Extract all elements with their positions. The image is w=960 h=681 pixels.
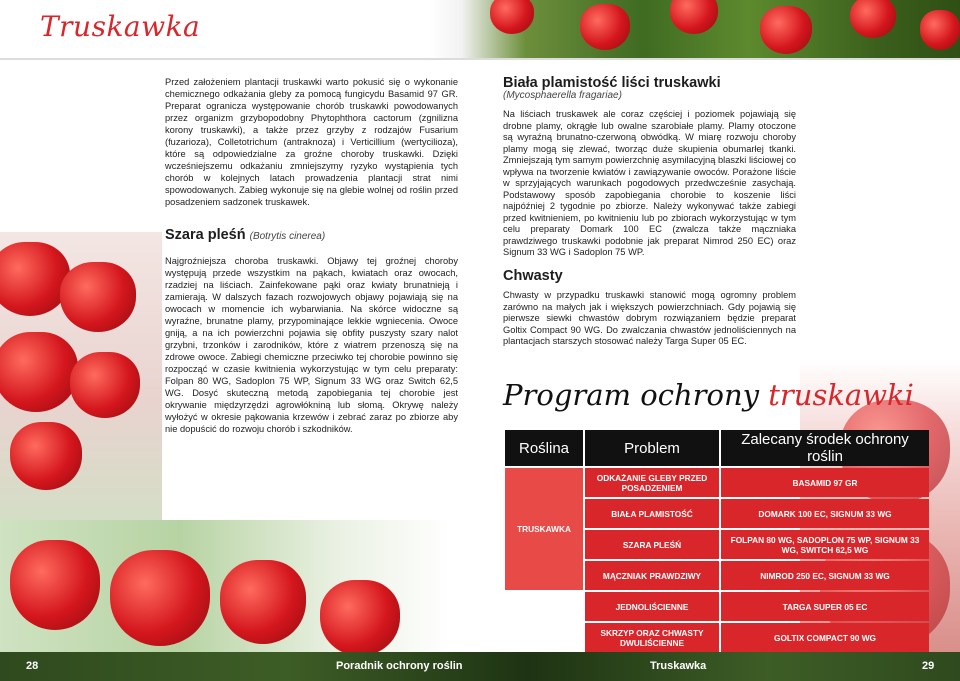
header-divider <box>0 58 960 60</box>
protection-program-table <box>503 428 931 654</box>
weeds-paragraph: Chwasty w przypadku truskawki stanowić mogą ogromny problem zarówno na małych jak i większych powierzchniach. Gdy pojawią się pierwsze siewki chwastów dobrym rozwiązaniem będzie preparat Goltix Compact 90 WG. Do zwalczania chwastów jednoliściennych na plantacjach starszych stosować należy Targa Super 05 EC. <box>503 290 796 346</box>
strawberry-shape <box>490 0 534 34</box>
strawberry-shape <box>10 422 82 490</box>
program-title-accent: truskawki <box>768 378 914 412</box>
product-cell: NIMROD 250 EC, SIGNUM 33 WG <box>721 561 929 590</box>
publication-name: Poradnik ochrony roślin <box>336 660 463 672</box>
strawberry-shape <box>110 550 210 646</box>
section-heading-weeds: Chwasty <box>503 267 563 284</box>
section-latin-name: (Mycosphaerella fragariae) <box>503 89 622 101</box>
strawberry-header-photo <box>430 0 960 58</box>
table-header-row <box>505 430 929 466</box>
strawberry-shape <box>760 6 812 54</box>
grey-mould-paragraph: Najgroźniejsza choroba truskawki. Objawy tej groźnej choroby występują przede wszystkim na pąkach, kwiatach oraz owocach, rzadziej na liściach. Zainfekowane pąki oraz kwiaty brunatnieją i zamierają. W dalszych fazach rozwojowych objawy pojawiają się na owocach w momencie ich wybarwiania. Na skórce widoczne są wyraźne, brunatne plamy, przypominające lekkie wgniecenia. Owoce gniją, a na ich powierzchni pojawia się obfity puszysty szary nalot grzybni, trzonków i zarodników, które z wiatrem przenoszą się na zdrowe owoce. Zabiegi chemiczne przeciwko tej chorobie powinno się rozpocząć w czasie kwitnienia wykorzystując w tym celu preparaty: Folpan 80 WG, Sadoplon 75 WP, Signum 33 WG oraz Switch 62,5 WG. Dosyć skuteczną metodą zapobiegania tej chorobie jest okrywanie międzyrzędzi agrowłókniną lub słomą. Okrywę należy wyłożyć w okresie pąkowania krzewów i zebrać zaraz po zbiorze aby nie dopuścić do rozwoju chorób i szkodników. <box>165 255 458 435</box>
strawberry-shape <box>320 580 400 652</box>
section-title: Szara pleśń <box>165 226 246 243</box>
page-title: Truskawka <box>40 10 201 43</box>
section-latin-name: (Botrytis cinerea) <box>249 230 326 242</box>
product-cell: GOLTIX COMPACT 90 WG <box>721 623 929 652</box>
table-row <box>505 623 929 652</box>
problem-cell: JEDNOLIŚCIENNE <box>585 592 719 621</box>
column-header-problem: Problem <box>585 430 719 466</box>
program-title-main: Program ochrony <box>503 378 760 412</box>
left-text-column <box>165 76 458 435</box>
problem-cell: SKRZYP ORAZ CHWASTY DWULIŚCIENNE <box>585 623 719 652</box>
program-title <box>503 378 914 412</box>
strawberry-shape <box>580 4 630 50</box>
page-footer <box>0 652 960 681</box>
strawberry-shape <box>60 262 136 332</box>
strawberry-shape <box>10 540 100 630</box>
table-row <box>505 468 929 497</box>
product-cell: FOLPAN 80 WG, SADOPLON 75 WP, SIGNUM 33 WG, SWITCH 62,5 WG <box>721 530 929 559</box>
product-cell: BASAMID 97 GR <box>721 468 929 497</box>
strawberry-shape <box>0 242 70 316</box>
empty-cell <box>505 623 583 652</box>
empty-cell <box>505 592 583 621</box>
strawberry-shape <box>0 332 78 412</box>
section-heading-grey-mould <box>165 226 458 243</box>
column-header-plant: Roślina <box>505 430 583 466</box>
page-number-left: 28 <box>26 660 39 672</box>
section-name: Truskawka <box>650 660 707 672</box>
strawberry-shape <box>670 0 718 34</box>
right-text-column <box>503 75 796 348</box>
plant-cell: TRUSKAWKA <box>505 468 583 590</box>
section-heading-white-spot: Biała plamistość liści truskawki <box>503 75 721 91</box>
problem-cell: MĄCZNIAK PRAWDZIWY <box>585 561 719 590</box>
white-spot-paragraph: Na liściach truskawek ale coraz częściej i poziomek pojawiają się drobne plamy, okrągłe lub owalne szarobiałe plamy. Plamy otoczone są wyraźną brunatno-czerwoną obwódką. W miarę rozwoju choroby plamy mogą się zlewać, tworząc duże skupienia obumarłej tkanki. Zmniejszają tym samym powierzchnię asymilacyjną blaszki liściowej co wpływa na tworzenie kwiatów i zawiązywanie owoców. Porażone liście w sprzyjających warunkach pogodowych przedwcześnie zasychają. Podstawowy sposób zapobiegania chorobie to koszenie liści najpóźniej 2 tygodnie po zbiorze. Należy wykonywać także zabiegi przed kwitnieniem, po kwitnieniu lub po zbiorach wykorzystując w tym celu preparaty Domark 100 EC (zwalcza także mączniaka prawdziwego truskawki podobnie jak preparat Nimrod 250 EC) oraz Signum 33 WG i Sadoplon 75 WP. <box>503 109 796 257</box>
problem-cell: ODKAŻANIE GLEBY PRZED POSADZENIEM <box>585 468 719 497</box>
problem-cell: SZARA PLEŚŃ <box>585 530 719 559</box>
strawberry-shape <box>920 10 960 50</box>
strawberry-shape <box>850 0 896 38</box>
strawberry-shape <box>70 352 140 418</box>
problem-cell: BIAŁA PLAMISTOŚĆ <box>585 499 719 528</box>
strawberry-shape <box>220 560 306 644</box>
page-header <box>0 0 960 58</box>
intro-paragraph: Przed założeniem plantacji truskawki warto pokusić się o wykonanie chemicznego odkażania gleby za pomocą fungicydu Basamid 97 GR. Preparat ogranicza występowanie chorób truskawki powodowanych przez organizm grzybopodobny Phytophthora cactorum (zgnilizna korony truskawki), a także przez grzyby z rodzajów Fusarium (fuzarioza), Colletotrichum (antraknoza) i Verticillium (wertycilioza), które są odpowiedzialne za groźne choroby truskawki. Dzięki wcześniejszemu odkażaniu zmniejszymy ryzyko wystąpienia tych chorób w kolejnych latach prowadzenia plantacji strat nimi spowodowanych. Zabieg wykonuje się na glebie wolnej od roślin przed posadzeniem sadzonek truskawek. <box>165 77 458 208</box>
product-cell: TARGA SUPER 05 EC <box>721 592 929 621</box>
page-number-right: 29 <box>922 660 935 672</box>
table-row <box>505 592 929 621</box>
column-header-product: Zalecany środek ochrony roślin <box>721 430 929 466</box>
strawberry-bottom-photo <box>0 520 450 652</box>
product-cell: DOMARK 100 EC, SIGNUM 33 WG <box>721 499 929 528</box>
